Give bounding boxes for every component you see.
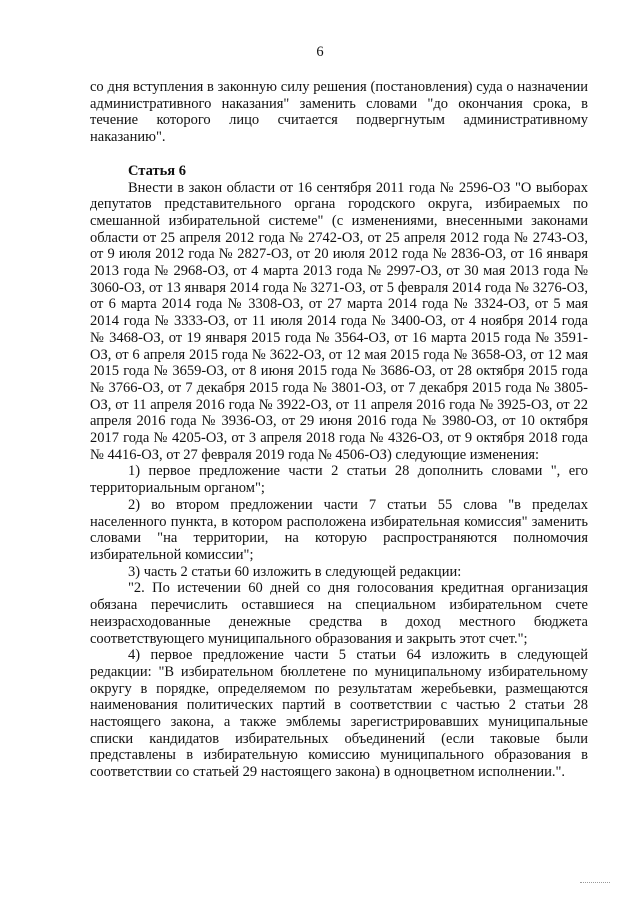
- amendment-item-3: 3) часть 2 статьи 60 изложить в следующей редакции:: [128, 563, 462, 580]
- amendment-item-1: 1) первое предложение части 2 статьи 28 дополнить словами ", его территориальным органом";: [90, 463, 588, 497]
- page-number: 6: [316, 44, 324, 60]
- article-heading: Статья 6: [128, 162, 186, 179]
- scan-corner-mark: [580, 882, 610, 889]
- intro-paragraph: со дня вступления в законную силу решения (постановления) суда о назначении административного наказания" заменить словами "до окончания срока, в течение которого лицо считается подвергнутым административному наказанию".: [90, 79, 588, 146]
- article-intro-paragraph: Внести в закон области от 16 сентября 2011 года № 2596-ОЗ "О выборах депутатов представительного органа городского округа, избираемых по смешанной избирательной системе" (с изменениями, внесенными законами области от 25 апреля 2012 года № 2742-ОЗ, от 25 апреля 2012 года № 2743-ОЗ, от 9 июля 2012 года № 2827-ОЗ, от 20 июля 2012 года № 2836-ОЗ, от 16 января 2013 года № 2968-ОЗ, от 4 марта 2013 года № 2997-ОЗ, от 30 мая 2013 года № 3060-ОЗ, от 13 января 2014 года № 3271-ОЗ, от 5 февраля 2014 года № 3276-ОЗ, от 6 марта 2014 года № 3308-ОЗ, от 27 марта 2014 года № 3324-ОЗ, от 5 мая 2014 года № 3333-ОЗ, от 11 июля 2014 года № 3400-ОЗ, от 4 ноября 2014 года № 3468-ОЗ, от 19 января 2015 года № 3564-ОЗ, от 16 марта 2015 года № 3591-ОЗ, от 6 апреля 2015 года № 3622-ОЗ, от 12 мая 2015 года № 3658-ОЗ, от 12 мая 2015 года № 3659-ОЗ, от 8 июня 2015 года № 3686-ОЗ, от 28 октября 2015 года № 3766-ОЗ, от 7 декабря 2015 года № 3801-ОЗ, от 7 декабря 2015 года № 3805-ОЗ, от 11 апреля 2016 года № 3922-ОЗ, от 11 апреля 2016 года № 3925-ОЗ, от 22 апреля 2016 года № 3936-ОЗ, от 29 июня 2016 года № 3980-ОЗ, от 10 октября 2017 года № 4205-ОЗ, от 3 апреля 2018 года № 4326-ОЗ, от 9 октября 2018 года № 4416-ОЗ, от 27 февраля 2019 года № 4506-ОЗ) следующие изменения:: [90, 179, 588, 463]
- amendment-item-4: 4) первое предложение части 5 статьи 64 изложить в следующей редакции: "В избирательном бюллетене по муниципальному избирательному округу в порядке, определяемом по результатам жеребьевки, размещаются наименования политических партий в соответствии с частью 2 статьи 28 настоящего закона, а также эмблемы зарегистрировавших муниципальные списки кандидатов избирательных объединений (если таковые были представлены в избирательную комиссию муниципального образования в соответствии со статьей 29 настоящего закона) в одноцветном исполнении.".: [90, 647, 588, 781]
- document-body: [90, 79, 588, 781]
- amendment-quote: "2. По истечении 60 дней со дня голосования кредитная организация обязана перечислить оставшиеся на специальном избирательном счете неизрасходованные денежные средства в доход местного бюджета соответствующего муниципального образования и закрыть этот счет.";: [90, 580, 588, 647]
- amendment-item-2: 2) во втором предложении части 7 статьи 55 слова "в пределах населенного пункта, в котором расположена избирательная комиссия" заменить словами "на территории, на которую распространяются полномочия избирательной комиссии";: [90, 496, 588, 563]
